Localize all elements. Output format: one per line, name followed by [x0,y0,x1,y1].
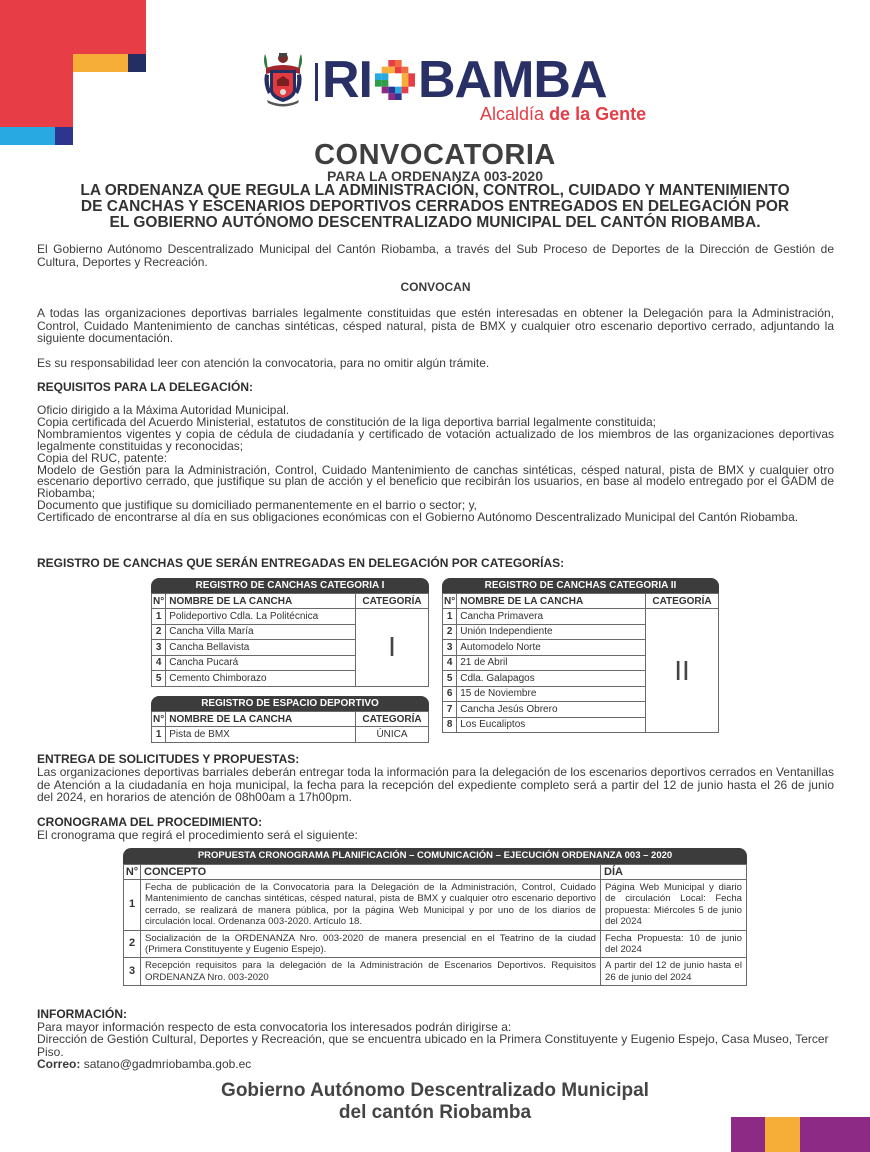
table-category-1 [151,578,429,687]
coat-of-arms-icon [262,50,304,108]
table-caption: REGISTRO DE CANCHAS CATEGORIA I [151,578,429,593]
footer-line: del cantón Riobamba [338,1102,532,1123]
logo-text-bamba: BAMBA [418,51,607,109]
tagline-bold: de la Gente [549,104,647,124]
requisito-item: Copia del RUC, patente: [37,450,168,465]
row-name: Polideportivo Cdla. La Politécnica [166,609,356,625]
requisitos-title: REQUISITOS PARA LA DELEGACIÓN: [37,380,254,394]
table-caption: PROPUESTA CRONOGRAMA PLANIFICACIÓN – COMUNICACIÓN – EJECUCIÓN ORDENANZA 003 – 2020 [123,848,747,864]
category-cell: II [646,609,719,733]
row-day: Fecha Propuesta: 10 de junio del 2024 [601,930,747,958]
decor-block-purple-right [800,1117,870,1152]
entrega-paragraph: Las organizaciones deportivas barriales deberán entregar toda la información para la delegación de los escenarios deportivos cerrados en Ventanillas de Atención a la ciudadanía en hoja municipal, la fecha para la recepción del expediente completo será a partir del 12 de junio hasta el 26 de junio del 2024, en horarios de atención de 08h00am a 17h00pm. [37,765,834,804]
col-header-category: CATEGORÍA [356,594,429,609]
row-number: 2 [152,624,166,640]
email-line [37,1058,834,1071]
col-header-category: CATEGORÍA [356,712,429,727]
table-row [443,609,719,625]
convocan-paragraph: A todas las organizaciones deportivas barriales legalmente constituidas que estén interesadas en obtener la Delegación para la Administración, Control, Cuidado Mantenimiento de canchas sintéticas, césped natural, pista de BMX y cualquier otro escenario deportivo cerrado, adjuntando la siguiente documentación. [37,306,834,345]
tagline-light: Alcaldía [480,104,545,124]
requisito-item: Copia certificada del Acuerdo Ministerial, estatutos de constitución de la liga deportiva barrial legalmente constituida; [37,414,657,429]
col-header-number: N° [153,595,165,607]
table-row [124,930,747,958]
logo-divider [315,63,318,101]
convocan-label: CONVOCAN [400,280,471,294]
table-row [152,609,429,625]
row-number: 6 [443,686,457,702]
row-name: Pista de BMX [166,727,356,743]
table-caption: REGISTRO DE CANCHAS CATEGORIA II [442,578,719,593]
chakana-icon [374,60,416,100]
table-row [124,880,747,931]
row-number: 8 [443,717,457,733]
table-espacio-deportivo [151,696,429,743]
row-number: 2 [124,930,141,958]
col-header-number: N° [124,865,141,880]
requisito-item: Documento que justifique su domiciliado permanentemente en el barrio o sector; y, [37,498,478,513]
row-name: Cancha Jesús Obrero [457,702,646,718]
informacion-line-2: Dirección de Gestión Cultural, Deportes y Recreación, que se encuentra ubicado en la Primera Constituyente y Eugenio Espejo, Casa Museo, Tercer Piso. [37,1032,829,1059]
col-header-name: NOMBRE DE LA CANCHA [166,712,356,727]
decor-block-red [0,0,146,54]
row-number: 4 [443,655,457,671]
col-header-concept: CONCEPTO [141,865,601,880]
row-name: Cdla. Galapagos [457,671,646,687]
row-number: 3 [124,958,141,986]
ordinance-heading [20,183,850,231]
row-name: 21 de Abril [457,655,646,671]
row-category: ÚNICA [356,727,429,743]
row-number: 3 [152,640,166,656]
col-header-number: N° [444,595,456,607]
row-number: 3 [443,640,457,656]
schedule-table [123,848,747,986]
col-header-category: CATEGORÍA [646,594,719,609]
row-name: Cancha Bellavista [166,640,356,656]
row-name: 15 de Noviembre [457,686,646,702]
row-concept: Fecha de publicación de la Convocatoria para la Delegación de la Administración, Control, Cuidado Mantenimiento de canchas sintéticas, césped natural, pista de BMX y cualquier otro escenario deportivo cerrado, se realizará de manera pública, por la página Web Municipal y por uno de los diarios de circulación local. Ordenanza 003-2020. Artículo 18. [141,880,601,931]
table-caption: REGISTRO DE ESPACIO DEPORTIVO [151,696,429,711]
row-number: 5 [443,671,457,687]
cronograma-intro: El cronograma que regirá el procedimiento será el siguiente: [37,828,358,842]
decor-block-orange-bottom [765,1117,800,1152]
row-name: Unión Independiente [457,624,646,640]
row-name: Automodelo Norte [457,640,646,656]
row-name: Cancha Pucará [166,655,356,671]
heading-line: LA ORDENANZA QUE REGULA LA ADMINISTRACIÓN, CONTROL, CUIDADO Y MANTENIMIENTO [80,182,790,199]
decor-block-purple-left [731,1117,765,1152]
footer-line: Gobierno Autónomo Descentralizado Municipal [221,1080,649,1101]
heading-line: DE CANCHAS Y ESCENARIOS DEPORTIVOS CERRADOS ENTREGADOS EN DELEGACIÓN POR [80,198,790,215]
logo-tagline [480,104,646,125]
requisitos-list [37,405,834,524]
row-day: Página Web Municipal y diario de circulación Local: Fecha propuesta: Miércoles 5 de junio del 2024 [601,880,747,931]
page-subtitle: PARA LA ORDENANZA 003-2020 [326,168,543,184]
row-number: 5 [152,671,166,687]
email-label: Correo: [37,1057,81,1071]
requisito-item: Oficio dirigido a la Máxima Autoridad Municipal. [37,403,290,417]
category-cell: I [356,609,429,687]
logo-text-ri: RI [322,51,372,109]
row-number: 2 [443,624,457,640]
row-number: 7 [443,702,457,718]
col-header-name: NOMBRE DE LA CANCHA [457,594,646,609]
col-header-number: N° [153,713,165,725]
row-number: 1 [152,609,166,625]
row-name: Cancha Villa María [166,624,356,640]
requisito-item: Nombramientos vigentes y copia de cédula de ciudadanía y certificado de votación actualizado de los miembros de las organizaciones deportivas legalmente constituidas y reconocidas; [37,426,834,453]
riobamba-logo [262,48,647,128]
registro-title: REGISTRO DE CANCHAS QUE SERÁN ENTREGADAS EN DELEGACIÓN POR CATEGORÍAS: [37,556,565,570]
heading-line: EL GOBIERNO AUTÓNOMO DESCENTRALIZADO MUNICIPAL DEL CANTÓN RIOBAMBA. [109,214,761,231]
decor-block-orange [73,54,128,72]
col-header-day: DÍA [601,865,747,880]
requisito-item: Certificado de encontrarse al día en sus obligaciones económicas con el Gobierno Autónomo Descentralizado Municipal del Cantón Riobamba. [37,510,799,525]
row-number: 1 [443,609,457,625]
page-title: CONVOCATORIA [314,139,556,171]
row-day: A partir del 12 de junio hasta el 26 de junio del 2024 [601,958,747,986]
row-number: 1 [124,880,141,931]
row-concept: Recepción requisitos para la delegación de la Administración de Escenarios Deportivos. Requisitos ORDENANZA Nro. 003-2020 [141,958,601,986]
row-number: 4 [152,655,166,671]
table-category-2 [442,578,719,733]
informacion-line-1: Para mayor información respecto de esta convocatoria los interesados podrán dirigirse a: [37,1020,512,1034]
row-concept: Socialización de la ORDENANZA Nro. 003-2020 de manera presencial en el Teatrino de la ciudad (Primera Constituyente y Eugenio Espejo). [141,930,601,958]
table-row [152,727,429,743]
table-row [124,958,747,986]
row-number: 1 [152,727,166,743]
row-name: Cancha Primavera [457,609,646,625]
row-name: Los Eucaliptos [457,717,646,733]
decor-block-red-lower [0,54,73,127]
responsibility-note: Es su responsabilidad leer con atención la convocatoria, para no omitir algún trámite. [37,356,490,370]
entrega-title: ENTREGA DE SOLICITUDES Y PROPUESTAS: [37,752,300,766]
logo-wordmark [322,52,607,108]
decor-block-navy [128,54,146,72]
cronograma-title: CRONOGRAMA DEL PROCEDIMIENTO: [37,815,263,829]
intro-paragraph: El Gobierno Autónomo Descentralizado Municipal del Cantón Riobamba, a través del Sub Proceso de Deportes de la Dirección de Gestión de Cultura, Deportes y Recreación. [37,242,834,269]
requisito-item: Modelo de Gestión para la Administración, Control, Cuidado Mantenimiento de canchas sintéticas, césped natural, pista de BMX y cualquier otro escenario deportivo cerrado, que justifique su plan de acción y el beneficio que recibirán los usuarios, en base al modelo entregado por el GADM de Riobamba; [37,462,834,501]
row-name: Cemento Chimborazo [166,671,356,687]
informacion-title: INFORMACIÓN: [37,1007,127,1021]
email-link[interactable]: satano@gadmriobamba.gob.ec [83,1057,252,1071]
col-header-name: NOMBRE DE LA CANCHA [166,594,356,609]
